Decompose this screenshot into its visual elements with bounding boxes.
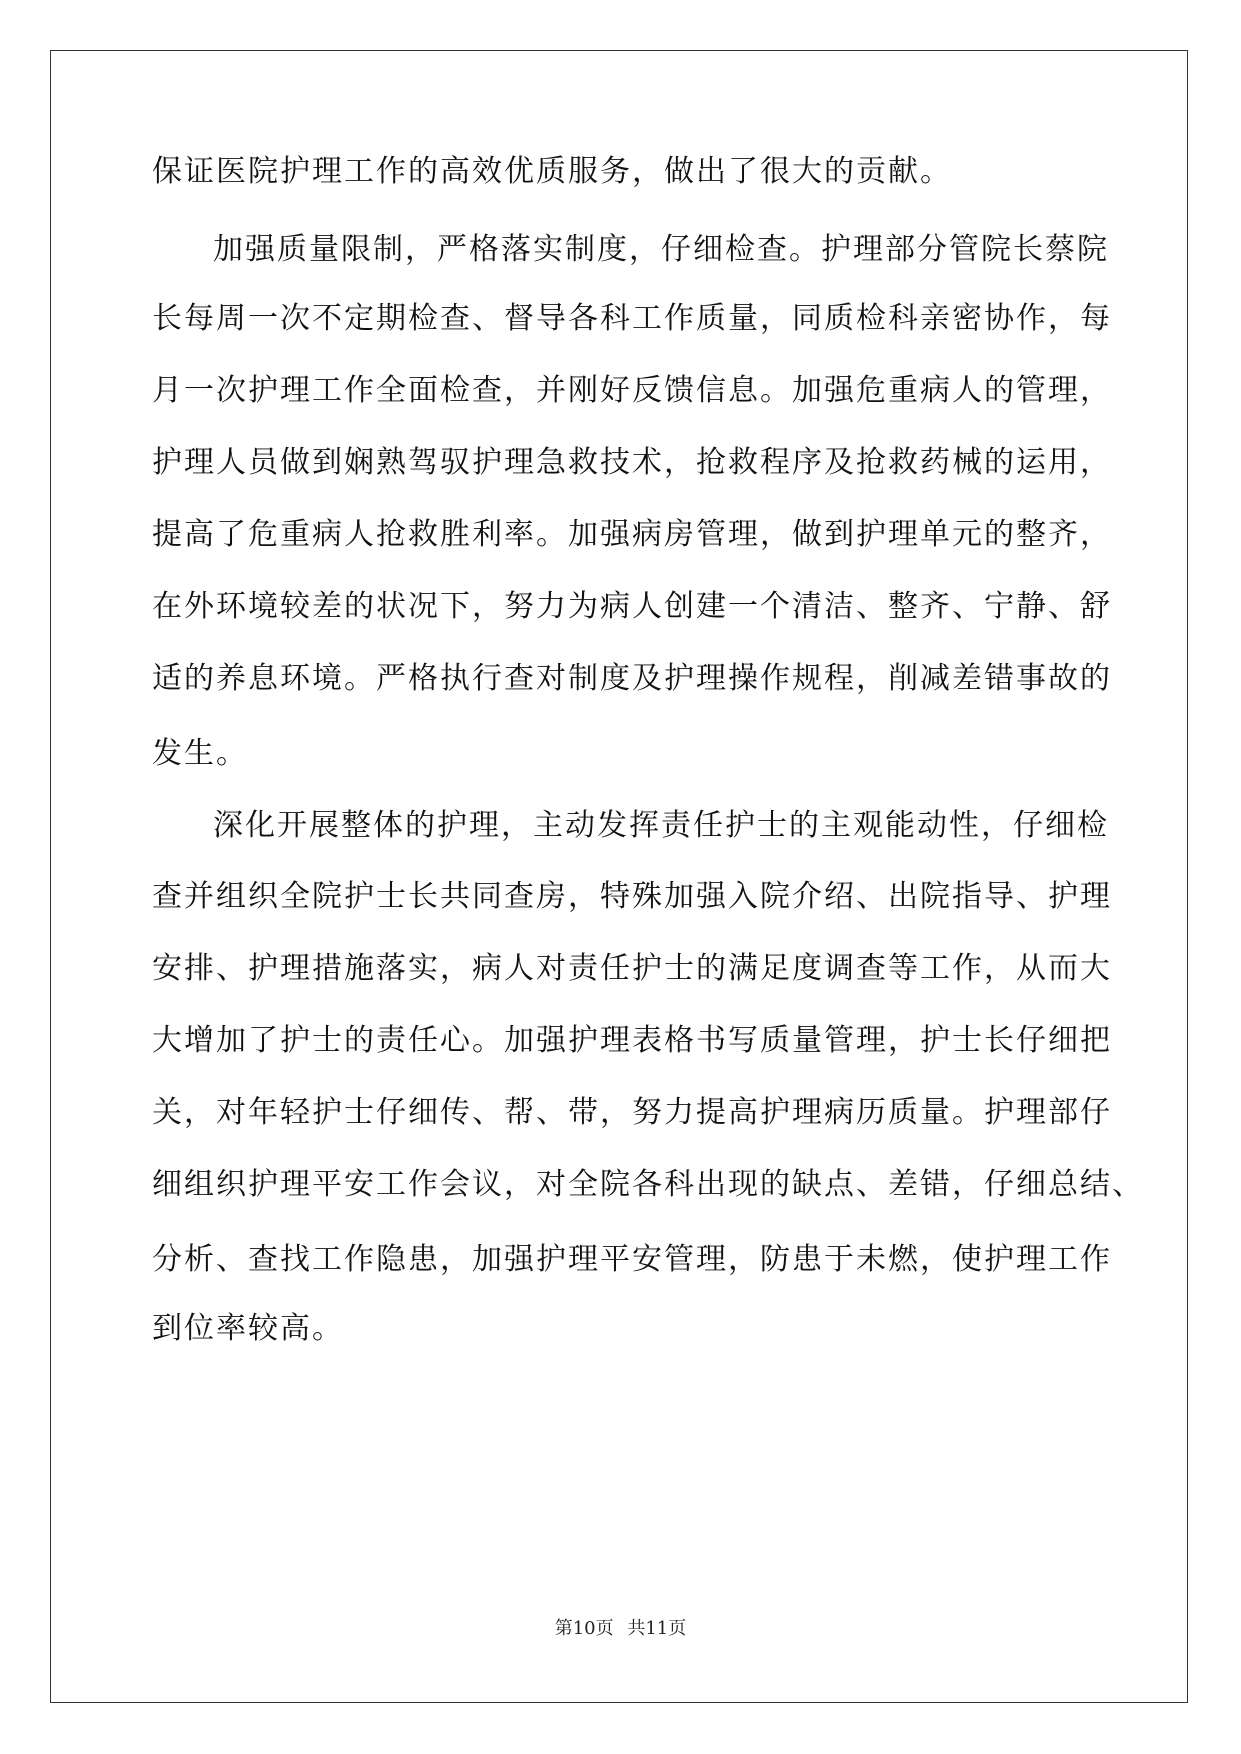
paragraph-3-line-4: 大增加了护士的责任心。加强护理表格书写质量管理，护士长仔细把 bbox=[152, 1023, 1112, 1058]
paragraph-2-line-1: 加强质量限制，严格落实制度，仔细检查。护理部分管院长蔡院 bbox=[213, 232, 1109, 267]
paragraph-3-line-1: 深化开展整体的护理，主动发挥责任护士的主观能动性，仔细检 bbox=[213, 808, 1109, 843]
page-number-current: 第10页 bbox=[554, 1618, 614, 1639]
paragraph-3-line-5: 关，对年轻护士仔细传、帮、带，努力提高护理病历质量。护理部仔 bbox=[152, 1095, 1112, 1130]
page-footer bbox=[0, 1617, 1241, 1641]
paragraph-3-line-6: 细组织护理平安工作会议，对全院各科出现的缺点、差错，仔细总结、 bbox=[152, 1167, 1144, 1202]
paragraph-2-line-4: 护理人员做到娴熟驾驭护理急救技术，抢救程序及抢救药械的运用， bbox=[152, 445, 1112, 480]
paragraph-2-line-8: 发生。 bbox=[152, 736, 248, 771]
paragraph-2-line-2: 长每周一次不定期检查、督导各科工作质量，同质检科亲密协作，每 bbox=[152, 301, 1112, 336]
paragraph-3-line-8: 到位率较高。 bbox=[152, 1311, 344, 1346]
paragraph-2-line-5: 提高了危重病人抢救胜利率。加强病房管理，做到护理单元的整齐， bbox=[152, 517, 1112, 552]
paragraph-2-line-6: 在外环境较差的状况下，努力为病人创建一个清洁、整齐、宁静、舒 bbox=[152, 589, 1112, 624]
paragraph-2-line-7: 适的养息环境。严格执行查对制度及护理操作规程，削减差错事故的 bbox=[152, 661, 1112, 696]
paragraph-3-line-7: 分析、查找工作隐患，加强护理平安管理，防患于未燃，使护理工作 bbox=[152, 1242, 1112, 1277]
page-number-total: 共11页 bbox=[627, 1618, 687, 1639]
paragraph-3-line-3: 安排、护理措施落实，病人对责任护士的满足度调查等工作，从而大 bbox=[152, 951, 1112, 986]
paragraph-3-line-2: 查并组织全院护士长共同查房，特殊加强入院介绍、出院指导、护理 bbox=[152, 879, 1112, 914]
paragraph-2-line-3: 月一次护理工作全面检查，并刚好反馈信息。加强危重病人的管理， bbox=[152, 373, 1112, 408]
paragraph-1-line-1: 保证医院护理工作的高效优质服务，做出了很大的贡献。 bbox=[152, 154, 952, 189]
